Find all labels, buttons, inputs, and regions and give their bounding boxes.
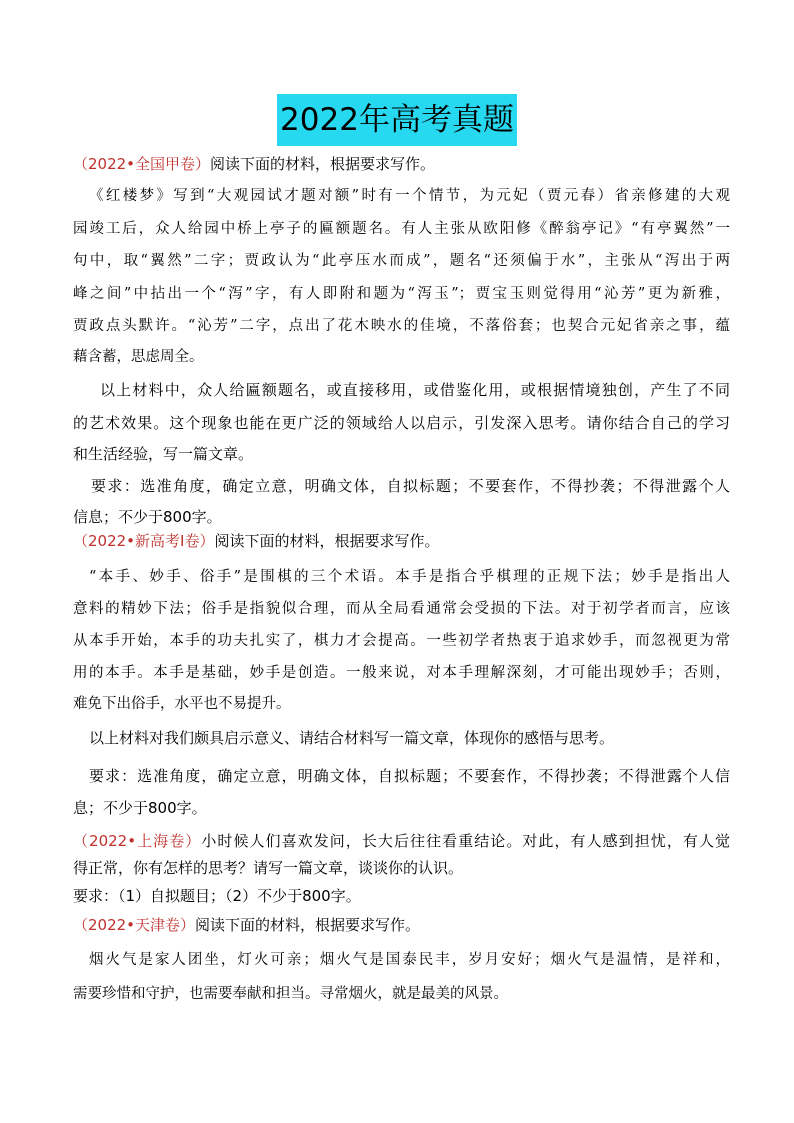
prompt-line: 以上材料对我们颇具启示意义、请结合材料写一篇文章，体现你的感悟与思考。 — [89, 729, 615, 747]
material-line: “本手、妙手、俗手”是围棋的三个术语。本手是指合乎棋理的正规下法；妙手是指出人 — [89, 569, 730, 585]
material-line: 《红楼梦》写到“大观园试才题对额”时有一个情节，为元妃（贾元春）省亲修建的大观 — [89, 188, 730, 204]
requirement-line: 信息；不少于800字。 — [73, 508, 222, 526]
exam-tag: （2022•上海卷） — [73, 832, 202, 850]
section-heading — [73, 831, 730, 851]
section-intro: 阅读下面的材料，根据要求写作。 — [195, 916, 421, 934]
material-line: 藉含蓄，思虑周全。 — [73, 349, 204, 365]
page-title: 2022年高考真题 — [277, 94, 517, 146]
material-line: 需要珍惜和守护，也需要奉献和担当。寻常烟火，就是最美的风景。 — [73, 986, 508, 1002]
title-block — [0, 94, 794, 146]
requirement-line: 息；不少于800字。 — [73, 799, 207, 817]
section-intro: 小时候人们喜欢发问，长大后往往看重结论。对此，有人感到担忧，有人觉 — [201, 832, 730, 850]
material-line: 句中，取“翼然”二字；贾政认为“此亭压水而成”，题名“还须偏于水”，主张从“泻出于两 — [73, 253, 730, 269]
section-heading — [73, 915, 730, 935]
material-line: 烟火气是家人团坐，灯火可亲；烟火气是国泰民丰，岁月安好；烟火气是温情，是祥和， — [89, 952, 730, 968]
requirement-line: 要求：选准角度，确定立意，明确文体，自拟标题；不要套作，不得抄袭；不得泄露个人信 — [89, 767, 730, 785]
exam-tag: （2022•天津卷） — [73, 916, 196, 934]
exam-tag: （2022•全国甲卷） — [73, 155, 211, 173]
material-line: 难免下出俗手，水平也不易提升。 — [73, 696, 291, 712]
prompt-line: 和生活经验，写一篇文章。 — [73, 445, 254, 463]
section-intro-cont: 得正常，你有怎样的思考？请写一篇文章，谈谈你的认识。 — [73, 859, 464, 877]
section-intro: 阅读下面的材料，根据要求写作。 — [210, 155, 436, 173]
material-line: 贾政点头默许。“沁芳”二字，点出了花木映水的佳境，不落俗套；也契合元妃省亲之事，蕴 — [73, 318, 730, 334]
material-line: 园竣工后，众人给园中桥上亭子的匾额题名。有人主张从欧阳修《醉翁亭记》“有亭翼然”一 — [73, 221, 730, 237]
material-line: 从本手开始，本手的功夫扎实了，棋力才会提高。一些初学者热衷于追求妙手，而忽视更为常 — [73, 633, 730, 649]
section-heading — [73, 154, 730, 174]
prompt-line: 的艺术效果。这个现象也能在更广泛的领域给人以启示，引发深入思考。请你结合自己的学习 — [73, 414, 730, 432]
prompt-line: 以上材料中，众人给匾额题名，或直接移用，或借鉴化用，或根据情境独创，产生了不同 — [100, 381, 730, 399]
section-heading — [73, 531, 730, 551]
material-line: 用的本手。本手是基础，妙手是创造。一般来说，对本手理解深刻，才可能出现妙手；否则， — [73, 665, 730, 681]
requirement-line: 要求：（1）自拟题目；（2）不少于800字。 — [73, 887, 361, 905]
exam-tag: （2022•新高考Ⅰ卷） — [73, 532, 215, 550]
requirement-line: 要求：选准角度，确定立意，明确文体，自拟标题；不要套作，不得抄袭；不得泄露个人 — [91, 477, 730, 495]
material-line: 峰之间”中拈出一个“泻”字，有人即附和题为“泻玉”；贾宝玉则觉得用“沁芳”更为新雅， — [73, 286, 730, 302]
section-intro: 阅读下面的材料，根据要求写作。 — [214, 532, 440, 550]
material-line: 意料的精妙下法；俗手是指貌似合理，而从全局看通常会受损的下法。对于初学者而言，应该 — [73, 601, 730, 617]
